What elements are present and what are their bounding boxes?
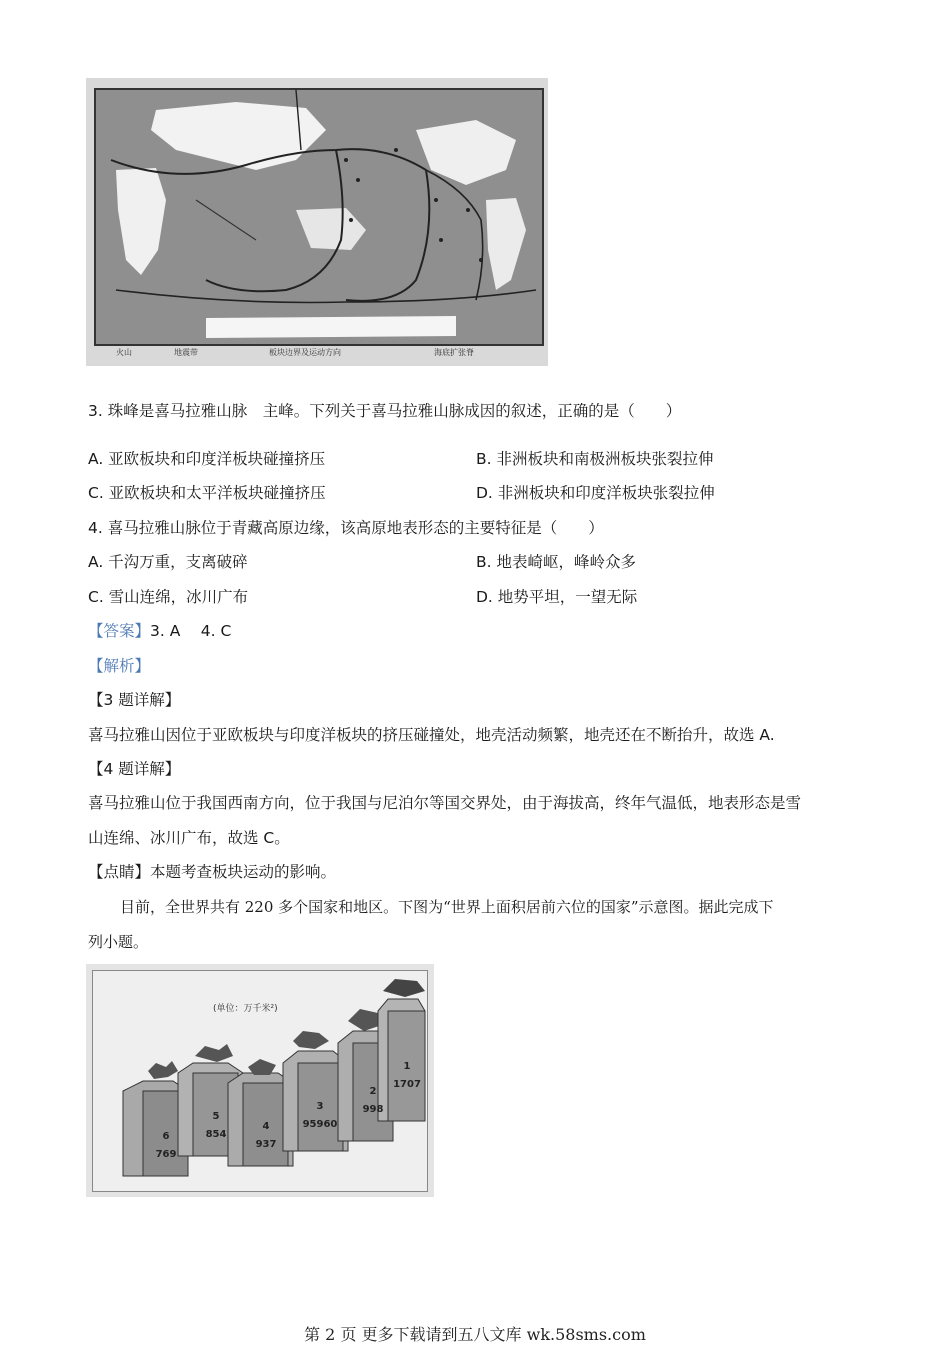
answer-label: 【答案】 (88, 622, 151, 640)
q3-option-c: C. 亚欧板块和太平洋板块碰撞挤压 (88, 484, 326, 502)
tip: 【点睛】本题考查板块运动的影响。 (88, 863, 337, 881)
q3-option-b: B. 非洲板块和南极洲板块张裂拉伸 (476, 450, 714, 468)
column-1 (378, 979, 425, 1121)
page-footer: 第 2 页 更多下载请到五八文库 wk.58sms.com (304, 1325, 646, 1344)
q3-stem: 3. 珠峰是喜马拉雅山脉 主峰。下列关于喜马拉雅山脉成因的叙述，正确的是（ ） (88, 402, 682, 420)
answer-text: 3. A 4. C (150, 622, 232, 640)
detail3-label: 【3 题详解】 (88, 691, 181, 709)
country-area-figure (86, 964, 434, 1197)
legend-earthquake-belt: 地震带 (174, 348, 198, 357)
column-3-rank: 3 (316, 1101, 324, 1112)
column-2-rank: 2 (369, 1086, 377, 1097)
q4-stem: 4. 喜马拉雅山脉位于青藏高原边缘，该高原地表形态的主要特征是（ ） (88, 519, 604, 537)
column-2-value: 998 (362, 1104, 384, 1115)
column-4-rank: 4 (262, 1121, 270, 1132)
figure-unit: (单位：万千米²) (213, 1004, 278, 1014)
column-6-rank: 6 (162, 1131, 170, 1142)
q4-option-d: D. 地势平坦，一望无际 (476, 588, 638, 606)
detail4-label: 【4 题详解】 (88, 760, 181, 778)
intro-line-1: 目前，全世界共有 220 多个国家和地区。下图为“世界上面积居前六位的国家”示意图。据此完成下 (120, 898, 774, 916)
column-1-value: 1707 (393, 1079, 421, 1090)
column-6-value: 769 (155, 1149, 177, 1160)
column-1-rank: 1 (403, 1061, 411, 1072)
world-plate-map (94, 88, 544, 346)
q3-option-a: A. 亚欧板块和印度洋板块碰撞挤压 (88, 450, 326, 468)
detail3-text: 喜马拉雅山因位于亚欧板块与印度洋板块的挤压碰撞处，地壳活动频繁，地壳还在不断抬升，故选 A. (88, 726, 775, 744)
column-5-rank: 5 (212, 1111, 220, 1122)
column-3-value: 95960 (302, 1119, 338, 1130)
detail4-text-2: 山连绵、冰川广布，故选 C。 (88, 829, 290, 847)
plate-map-drawing (96, 90, 542, 344)
q4-option-c: C. 雪山连绵，冰川广布 (88, 588, 249, 606)
q3-option-d: D. 非洲板块和印度洋板块张裂拉伸 (476, 484, 715, 502)
legend-ridge: 海底扩张脊 (434, 348, 474, 357)
answer-line (88, 621, 231, 641)
q4-option-b: B. 地表崎岖，峰岭众多 (476, 553, 636, 571)
q4-option-a: A. 千沟万重，支离破碎 (88, 553, 248, 571)
plate-map-figure (86, 78, 548, 366)
legend-plate-boundary: 板块边界及运动方向 (269, 348, 341, 357)
legend-volcano: 火山 (116, 348, 132, 357)
analysis-label: 【解析】 (88, 657, 151, 675)
country-area-panel (92, 970, 428, 1192)
detail4-text-1: 喜马拉雅山位于我国西南方向，位于我国与尼泊尔等国交界处，由于海拔高，终年气温低，地表形态是雪 (88, 794, 802, 812)
column-4-value: 937 (255, 1139, 277, 1150)
column-5-value: 854 (205, 1129, 227, 1140)
intro-line-2: 列小题。 (88, 933, 149, 951)
map-legend (94, 344, 540, 362)
